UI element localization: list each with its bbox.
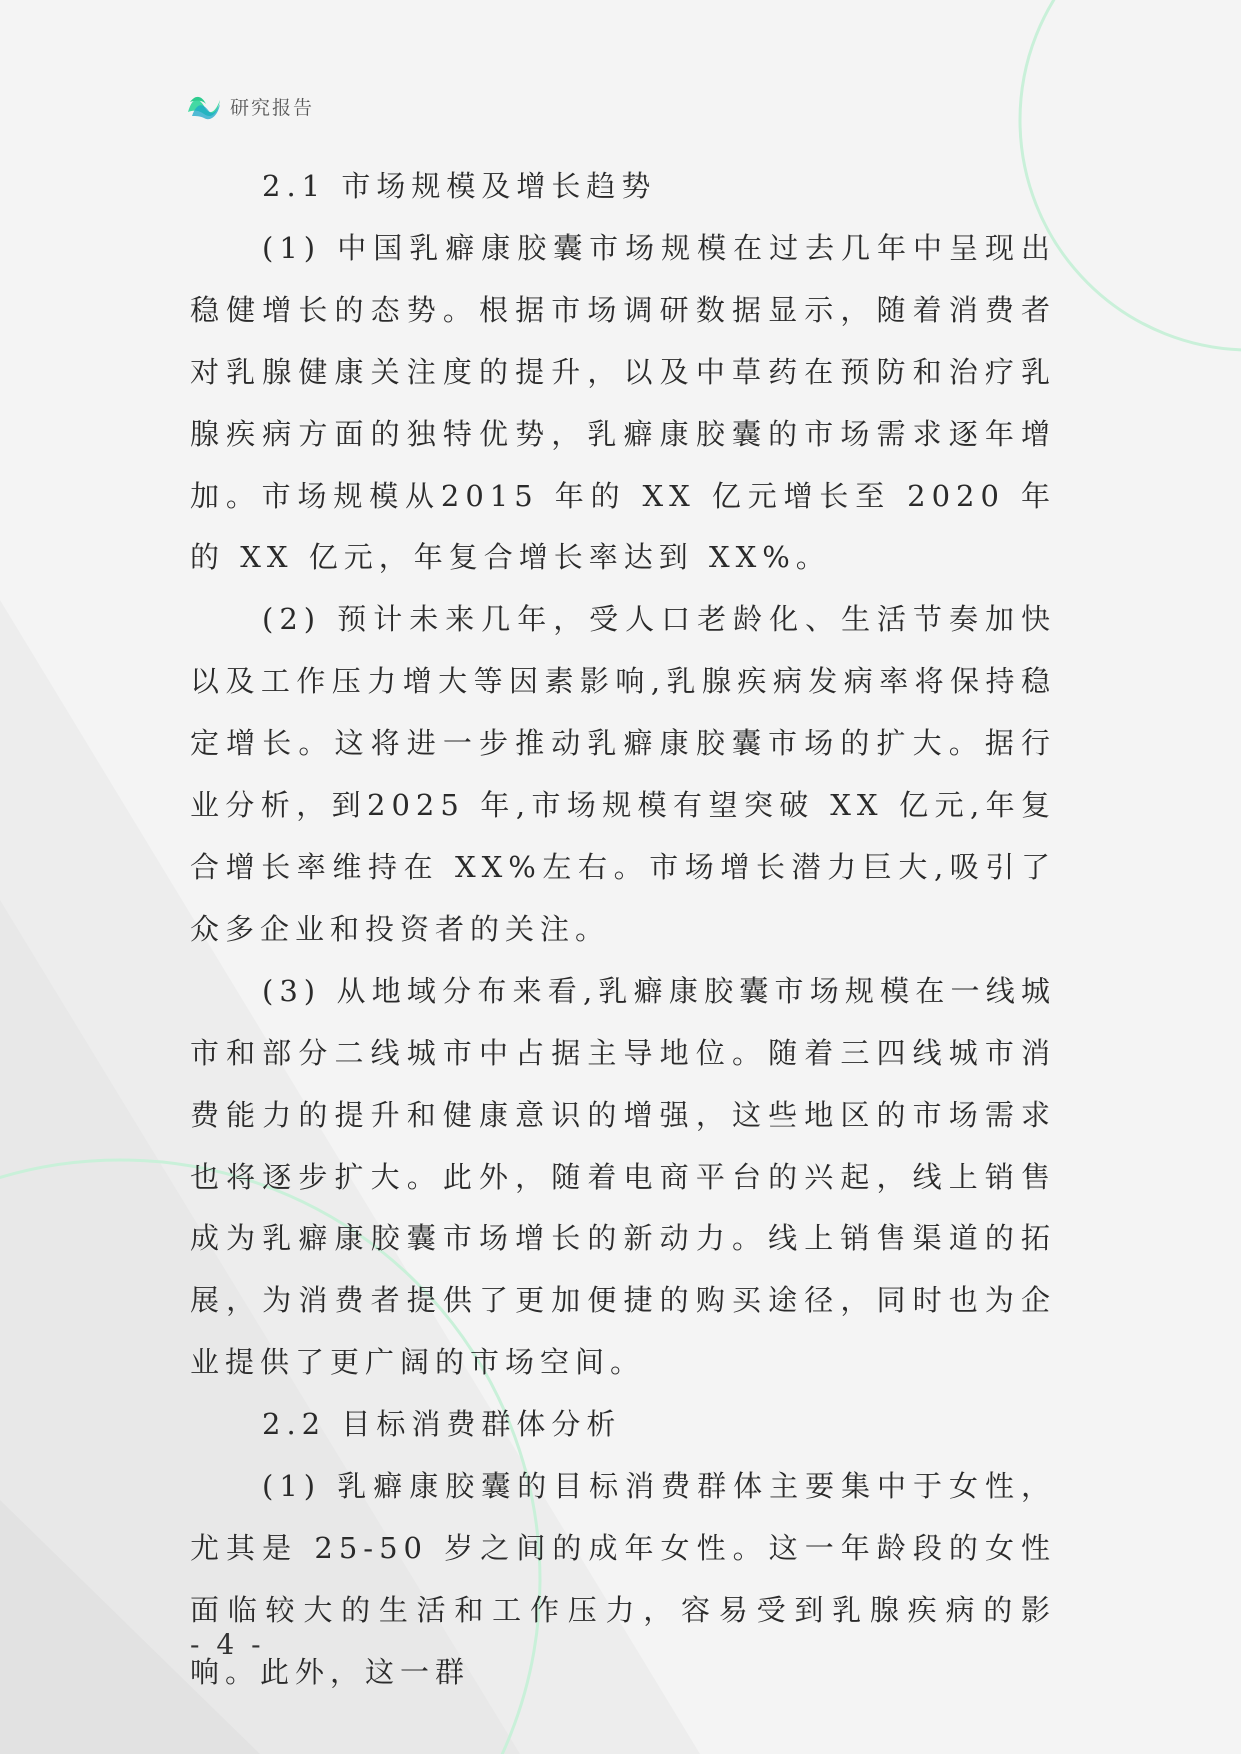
section-heading: 2.1 市场规模及增长趋势 — [262, 169, 657, 203]
paragraph: (2) 预计未来几年，受人口老龄化、生活节奏加快以及工作压力增大等因素影响,乳腺疾病发病率将保持稳定增长。这将进一步推动乳癖康胶囊市场的扩大。据行业分析，到2025 年,市场规模有望突破 XX 亿元,年复合增长率维持在 XX%左右。市场增长潜力巨大,吸引了众多企业和投资者的关注。 — [190, 602, 1056, 946]
header-title: 研究报告 — [230, 96, 315, 119]
section-heading: 2.2 目标消费群体分析 — [262, 1407, 622, 1442]
page-header — [186, 88, 314, 124]
page-number: - 4 - — [190, 1628, 265, 1661]
paragraph: (1) 中国乳癖康胶囊市场规模在过去几年中呈现出稳健增长的态势。根据市场调研数据显示，随着消费者对乳腺健康关注度的提升，以及中草药在预防和治疗乳腺疾病方面的独特优势，乳癖康胶囊的市场需求逐年增加。市场规模从2015 年的 XX 亿元增长至 2020 年的 XX 亿元，年复合增长率达到 XX%。 — [190, 230, 1056, 575]
paragraph: (3) 从地域分布来看,乳癖康胶囊市场规模在一线城市和部分二线城市中占据主导地位。随着三四线城市消费能力的提升和健康意识的增强，这些地区的市场需求也将逐步扩大。此外，随着电商平台的兴起，线上销售成为乳癖康胶囊市场增长的新动力。线上销售渠道的拓展，为消费者提供了更加便捷的购买途径，同时也为企业提供了更广阔的市场空间。 — [190, 973, 1056, 1380]
paragraph: (1) 乳癖康胶囊的目标消费群体主要集中于女性，尤其是 25-50 岁之间的成年女性。这一年龄段的女性面临较大的生活和工作压力，容易受到乳腺疾病的影响。此外，这一群 — [190, 1469, 1056, 1689]
brand-logo-icon — [186, 90, 222, 122]
document-body — [190, 156, 1056, 1704]
